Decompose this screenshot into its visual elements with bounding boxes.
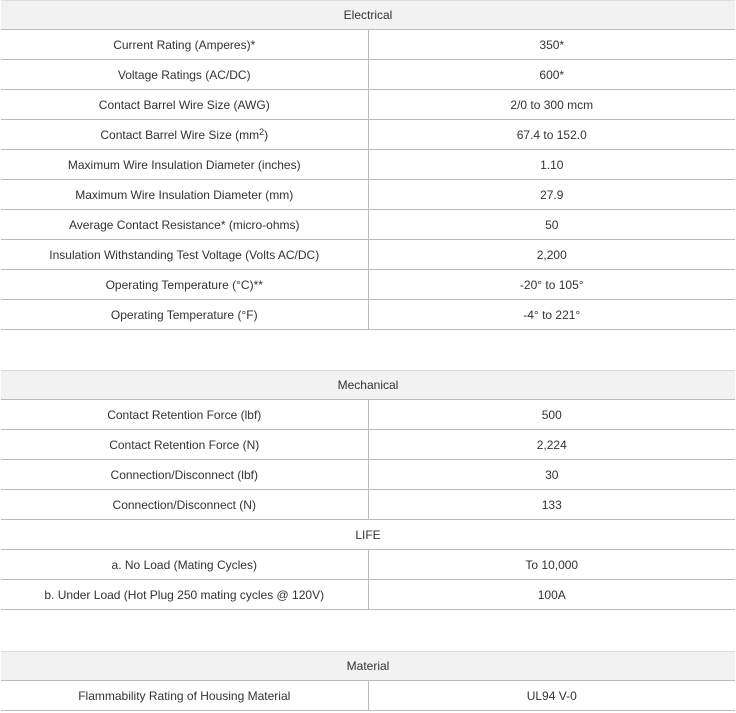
row-label: Maximum Wire Insulation Diameter (mm) bbox=[1, 180, 368, 210]
row-label: Connection/Disconnect (N) bbox=[1, 490, 368, 520]
row-value: 67.4 to 152.0 bbox=[368, 120, 735, 150]
row-value: 1.10 bbox=[368, 150, 735, 180]
table-row bbox=[1, 460, 735, 490]
table-row bbox=[1, 60, 735, 90]
row-label: Operating Temperature (°C)** bbox=[1, 270, 368, 300]
mechanical-header: Mechanical bbox=[1, 371, 735, 400]
row-label: a. No Load (Mating Cycles) bbox=[1, 550, 368, 580]
table-row bbox=[1, 210, 735, 240]
life-subheader: LIFE bbox=[1, 520, 735, 550]
table-row bbox=[1, 430, 735, 460]
table-row bbox=[1, 150, 735, 180]
row-value: 100A bbox=[368, 580, 735, 610]
table-row bbox=[1, 490, 735, 520]
table-header-row bbox=[1, 1, 735, 30]
row-value: 2,224 bbox=[368, 430, 735, 460]
row-value: -20° to 105° bbox=[368, 270, 735, 300]
row-label: Maximum Wire Insulation Diameter (inches) bbox=[1, 150, 368, 180]
row-value: 133 bbox=[368, 490, 735, 520]
table-subheader-row bbox=[1, 520, 735, 550]
table-row bbox=[1, 180, 735, 210]
table-row bbox=[1, 550, 735, 580]
row-label: Flammability Rating of Housing Material bbox=[1, 681, 368, 711]
row-label-text-end: ) bbox=[264, 127, 269, 142]
table-row bbox=[1, 681, 735, 711]
row-label bbox=[1, 120, 368, 150]
material-table bbox=[1, 651, 735, 711]
row-label: Contact Retention Force (N) bbox=[1, 430, 368, 460]
table-row bbox=[1, 580, 735, 610]
row-value: 50 bbox=[368, 210, 735, 240]
row-label: Voltage Ratings (AC/DC) bbox=[1, 60, 368, 90]
row-label: Connection/Disconnect (lbf) bbox=[1, 460, 368, 490]
row-label-text: Contact Barrel Wire Size (mm bbox=[100, 127, 260, 142]
material-header: Material bbox=[1, 652, 735, 681]
row-label: Insulation Withstanding Test Voltage (Volts AC/DC) bbox=[1, 240, 368, 270]
table-row bbox=[1, 270, 735, 300]
row-value: UL94 V-0 bbox=[368, 681, 735, 711]
table-row bbox=[1, 300, 735, 330]
electrical-header: Electrical bbox=[1, 1, 735, 30]
table-row bbox=[1, 240, 735, 270]
row-value: To 10,000 bbox=[368, 550, 735, 580]
row-value: 500 bbox=[368, 400, 735, 430]
row-value: 350* bbox=[368, 30, 735, 60]
row-value: -4° to 221° bbox=[368, 300, 735, 330]
row-label: Operating Temperature (°F) bbox=[1, 300, 368, 330]
table-header-row bbox=[1, 652, 735, 681]
table-row bbox=[1, 30, 735, 60]
table-header-row bbox=[1, 371, 735, 400]
table-row bbox=[1, 120, 735, 150]
row-value: 30 bbox=[368, 460, 735, 490]
row-value: 600* bbox=[368, 60, 735, 90]
row-value: 2/0 to 300 mcm bbox=[368, 90, 735, 120]
row-value: 27.9 bbox=[368, 180, 735, 210]
row-value: 2,200 bbox=[368, 240, 735, 270]
mechanical-table bbox=[1, 370, 735, 610]
table-row bbox=[1, 400, 735, 430]
row-label: Contact Retention Force (lbf) bbox=[1, 400, 368, 430]
electrical-table bbox=[1, 0, 735, 330]
row-label: Average Contact Resistance* (micro-ohms) bbox=[1, 210, 368, 240]
row-label: Current Rating (Amperes)* bbox=[1, 30, 368, 60]
superscript: 2 bbox=[259, 126, 265, 137]
table-row bbox=[1, 90, 735, 120]
row-label: Contact Barrel Wire Size (AWG) bbox=[1, 90, 368, 120]
row-label: b. Under Load (Hot Plug 250 mating cycles @ 120V) bbox=[1, 580, 368, 610]
